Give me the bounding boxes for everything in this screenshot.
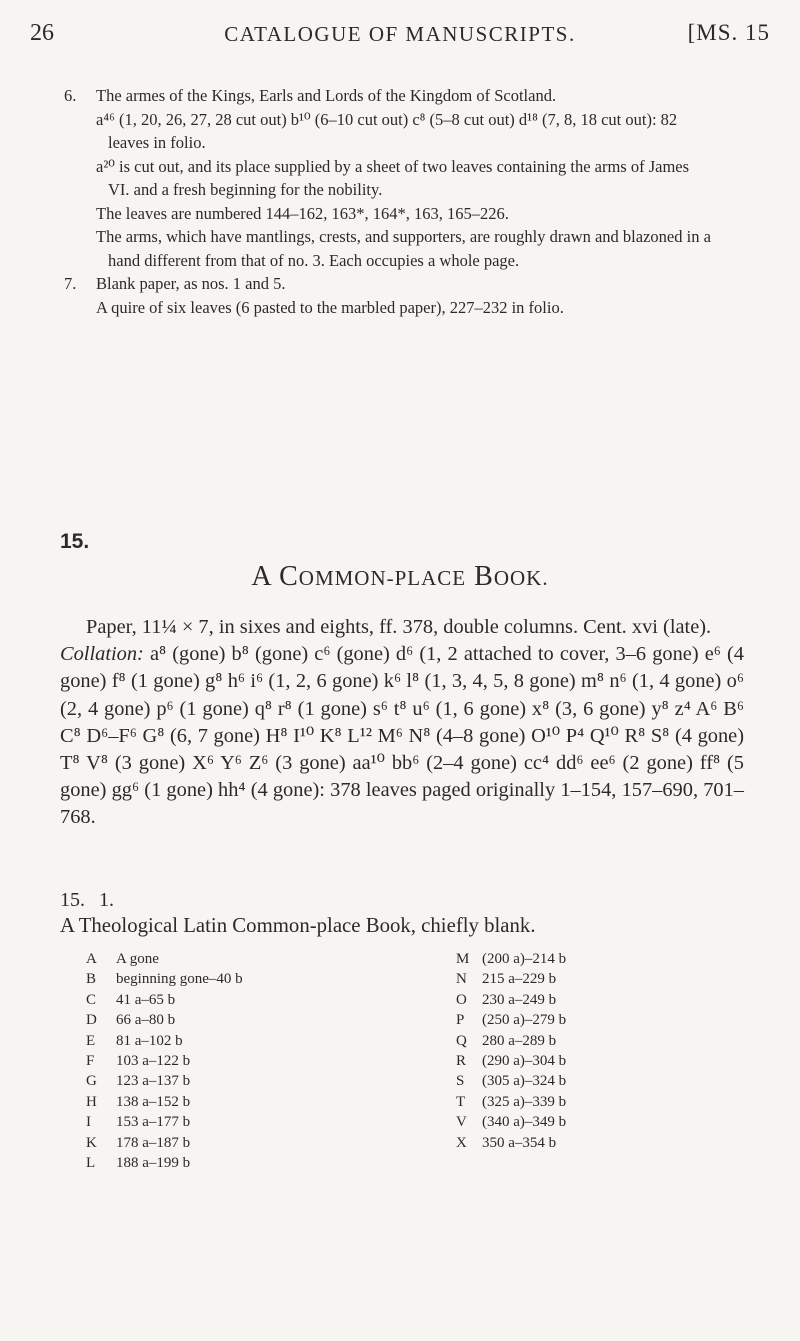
row-letter: A	[86, 951, 97, 967]
item-paragraph: The leaves are numbered 144–162, 163*, 164*, 163, 165–226.	[96, 203, 509, 223]
running-header	[30, 20, 770, 54]
section-description	[60, 614, 744, 832]
row-pages: 66 a–80 b	[116, 1012, 176, 1029]
row-letter: M	[456, 951, 470, 967]
row-pages: (305 a)–324 b	[482, 1073, 567, 1090]
row-letter: G	[86, 1073, 97, 1090]
contents-row	[86, 1153, 243, 1173]
manuscript-reference: [MS. 15	[687, 20, 770, 45]
contents-row	[456, 969, 566, 989]
title-initial: A	[251, 561, 272, 592]
row-pages: (340 a)–349 b	[482, 1114, 567, 1131]
contents-row	[86, 1092, 243, 1112]
row-pages: 138 a–152 b	[116, 1093, 191, 1110]
item-6	[60, 84, 712, 272]
contents-row	[456, 1071, 566, 1091]
row-letter: N	[456, 971, 467, 988]
row-pages: (290 a)–304 b	[482, 1052, 567, 1069]
row-letter: R	[456, 1052, 467, 1069]
title-initial: C	[279, 561, 299, 592]
row-letter: I	[86, 1114, 91, 1131]
row-letter: B	[86, 971, 97, 988]
row-pages: 153 a–177 b	[116, 1114, 191, 1131]
contents-row	[456, 1010, 566, 1030]
row-pages: 103 a–122 b	[116, 1052, 191, 1069]
item-paragraph: Blank paper, as nos. 1 and 5.	[96, 274, 286, 293]
row-pages: 230 a–249 b	[482, 991, 557, 1008]
page-number: 26	[30, 20, 54, 46]
contents-row	[86, 949, 243, 969]
row-letter: T	[456, 1093, 466, 1110]
contents-row	[456, 1133, 566, 1153]
row-letter: V	[456, 1114, 467, 1131]
item-paragraph: The arms, which have mantlings, crests, and supporters, are roughly drawn and blazoned in a hand different from that of no. 3. Each occupies a whole page.	[96, 227, 711, 270]
sub-item-heading	[60, 889, 114, 912]
contents-row	[86, 1051, 243, 1071]
item-7	[60, 272, 712, 319]
row-pages: A gone	[116, 951, 159, 967]
row-letter: O	[456, 991, 467, 1008]
row-letter: X	[456, 1134, 467, 1151]
item-list	[60, 84, 712, 319]
item-number: 6.	[64, 86, 77, 105]
row-pages: 215 a–229 b	[482, 971, 557, 988]
sub-item-title: A Theological Latin Common-place Book, chiefly blank.	[60, 914, 536, 937]
row-pages: 41 a–65 b	[116, 991, 176, 1008]
sub-number: 15.	[60, 889, 85, 911]
row-letter: D	[86, 1012, 97, 1029]
row-letter: L	[86, 1154, 96, 1171]
row-pages: (250 a)–279 b	[482, 1012, 567, 1029]
contents-row	[456, 949, 566, 969]
contents-row	[86, 969, 243, 989]
contents-right-column	[456, 949, 566, 1153]
row-letter: S	[456, 1073, 465, 1090]
contents-row	[456, 990, 566, 1010]
contents-row	[456, 1031, 566, 1051]
section-number: 15.	[60, 530, 90, 553]
item-number: 7.	[64, 274, 77, 293]
contents-row	[456, 1112, 566, 1132]
row-letter: C	[86, 991, 97, 1008]
contents-row	[86, 1031, 243, 1051]
row-pages: (325 a)–339 b	[482, 1093, 567, 1110]
row-pages: 81 a–102 b	[116, 1032, 183, 1049]
row-letter: Q	[456, 1032, 467, 1049]
title-smallcaps: OOK.	[493, 566, 549, 590]
collation-text: a⁸ (gone) b⁸ (gone) c⁶ (gone) d⁶ (1, 2 attached to cover, 3–6 gone) e⁶ (4 gone) f⁸ (1 gone) g⁸ h⁶ i⁶ (1, 2, 6 gone) k⁶ l⁸ (1, 3, 4, 5, 8 gone) m⁸ n⁶ (1, 4 gone) o⁶ (2, 4 gone) p⁶ (1 gone) q⁸ r⁸ (1 gone) s⁶ t⁸ u⁶ (1, 6 gone) x⁸ (3, 6 gone) y⁸ z⁴ A⁶ B⁶ C⁸ D⁶–F⁶ G⁸ (6, 7 gone) H⁸ I¹⁰ K⁸ L¹² M⁶ N⁸ (4–8 gone) O¹⁰ P⁴ Q¹⁰ R⁸ S⁸ (4 gone) T⁸ V⁸ (3 gone) X⁶ Y⁶ Z⁶ (3 gone) aa¹⁰ bb⁶ (2–4 gone) cc⁴ dd⁶ ee⁶ (2 gone) ff⁸ (5 gone) gg⁶ (1 gone) hh⁴ (4 gone): 378 leaves paged originally 1–154, 157–690, 701–768.	[60, 643, 744, 829]
row-pages: (200 a)–214 b	[482, 951, 567, 967]
contents-row	[86, 1112, 243, 1132]
contents-left-column	[86, 949, 243, 1173]
collation-label: Collation:	[60, 643, 144, 666]
collation	[60, 641, 744, 831]
row-letter: F	[86, 1052, 95, 1069]
section-title	[0, 561, 800, 593]
running-title: CATALOGUE OF MANUSCRIPTS.	[224, 22, 576, 46]
row-pages: 350 a–354 b	[482, 1134, 557, 1151]
row-letter: K	[86, 1134, 97, 1151]
contents-row	[456, 1051, 566, 1071]
row-pages: 280 a–289 b	[482, 1032, 557, 1049]
item-paragraph: A quire of six leaves (6 pasted to the marbled paper), 227–232 in folio.	[96, 297, 564, 317]
title-smallcaps: OMMON-PLACE	[298, 566, 467, 590]
item-paragraph: The armes of the Kings, Earls and Lords of the Kingdom of Scotland.	[96, 86, 557, 105]
physical-description: Paper, 11¼ × 7, in sixes and eights, ff. 378, double columns. Cent. xvi (late).	[86, 616, 712, 638]
item-paragraph: a²⁰ is cut out, and its place supplied by a sheet of two leaves containing the arms of James VI. and a fresh beginning for the nobility.	[96, 156, 690, 199]
row-pages: 123 a–137 b	[116, 1073, 191, 1090]
item-paragraph: a⁴⁶ (1, 20, 26, 27, 28 cut out) b¹⁰ (6–10 cut out) c⁸ (5–8 cut out) d¹⁸ (7, 8, 18 cut out): 82 leaves in folio.	[96, 109, 678, 152]
contents-row	[456, 1092, 566, 1112]
row-pages: 188 a–199 b	[116, 1154, 191, 1171]
row-pages: 178 a–187 b	[116, 1134, 191, 1151]
contents-row	[86, 1071, 243, 1091]
row-letter: H	[86, 1093, 97, 1110]
contents-row	[86, 990, 243, 1010]
row-letter: P	[456, 1012, 465, 1029]
row-pages: beginning gone–40 b	[116, 971, 243, 988]
sub-item-number: 1.	[99, 889, 114, 911]
row-letter: E	[86, 1032, 96, 1049]
contents-row	[86, 1133, 243, 1153]
title-initial: B	[474, 561, 494, 592]
contents-row	[86, 1010, 243, 1030]
